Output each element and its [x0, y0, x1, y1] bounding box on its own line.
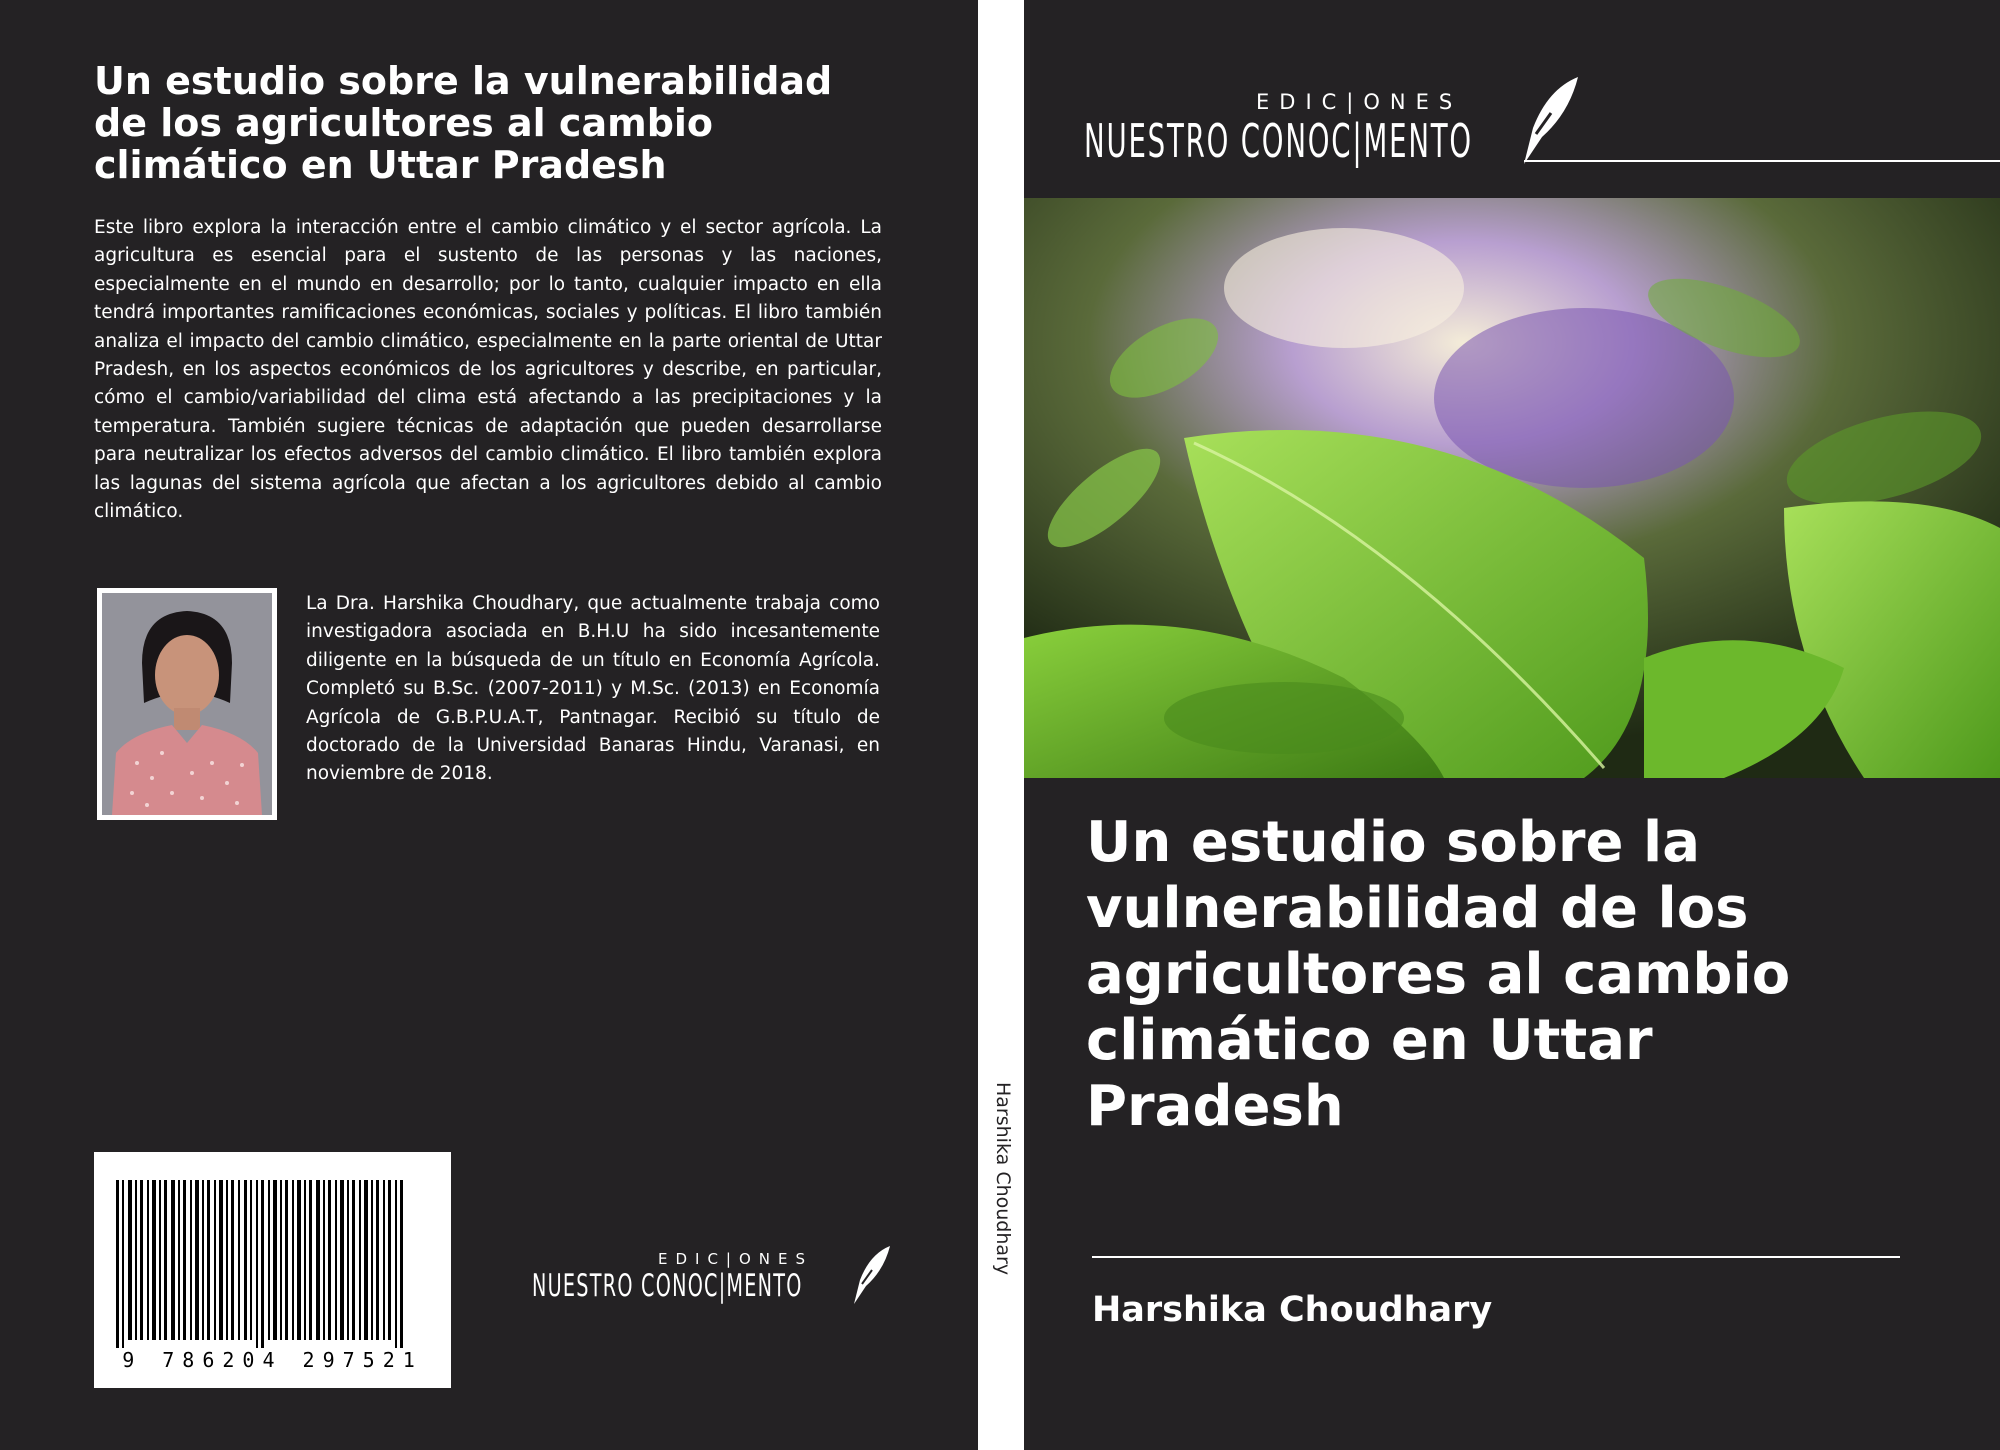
- back-cover-title: Un estudio sobre la vulnerabilidad de los agricultores al cambio climático en Uttar Pradesh: [94, 59, 833, 187]
- author-bio: La Dra. Harshika Choudhary, que actualmente trabaja como investigadora asociada en B.H.U ha sido incesantemente diligente en la búsqueda de un título en Economía Agrícola. Completó su B.Sc. (2007-2011) y M.Sc. (2013) en Economía Agrícola de G.B.P.U.A.T, Pantnagar. Recibió su título de doctorado de la Universidad Banaras Hindu, Varanasi, en noviembre de 2018.: [306, 593, 880, 785]
- front-cover-title: Un estudio sobre la vulnerabilidad de los agricultores al cambio climático en Uttar Pradesh: [1086, 810, 1791, 1139]
- publisher-logo-front: [1084, 90, 1732, 168]
- pen-nib-icon: [1518, 74, 1584, 170]
- spine-author: Harshika Choudhary: [992, 1082, 1014, 1276]
- publisher-logo-back: [532, 1250, 968, 1304]
- logo-rule: [1524, 160, 2000, 162]
- publisher-name-line1: EDIC|ONES: [1256, 90, 1463, 114]
- front-cover-author: Harshika Choudhary: [1092, 1290, 1493, 1330]
- publisher-name-line2: NUESTRO CONOC|MENTO: [532, 1268, 803, 1304]
- front-title-rule: [1092, 1256, 1900, 1258]
- book-description: Este libro explora la interacción entre el cambio climático y el sector agrícola. La agricultura es esencial para el sustento de las personas y las naciones, especialmente en el mundo en desarrollo; por lo tanto, cualquier impacto en ella tendrá importantes ramificaciones económicas, sociales y políticas. El libro también analiza el impacto del cambio climático, especialmente en la parte oriental de Uttar Pradesh, en los aspectos económicos de los agricultores y describe, en particular, cómo el cambio/variabilidad del clima está afectando a las precipitaciones y la temperatura. También sugiere técnicas de adaptación que pueden desarrollarse para neutralizar los efectos adversos del cambio climático. El libro también explora las lagunas del sistema agrícola que afectan a los agricultores debido al cambio climático.: [94, 217, 882, 523]
- publisher-name-line2: NUESTRO CONOC|MENTO: [1084, 114, 1473, 168]
- barcode: [94, 1152, 451, 1388]
- cover-photo-leaves: [1024, 198, 2000, 778]
- author-photo: [97, 588, 277, 820]
- barcode-digits: 9 786204 297521: [122, 1348, 423, 1372]
- pen-nib-icon: [850, 1244, 894, 1308]
- publisher-name-line1: EDIC|ONES: [658, 1250, 814, 1268]
